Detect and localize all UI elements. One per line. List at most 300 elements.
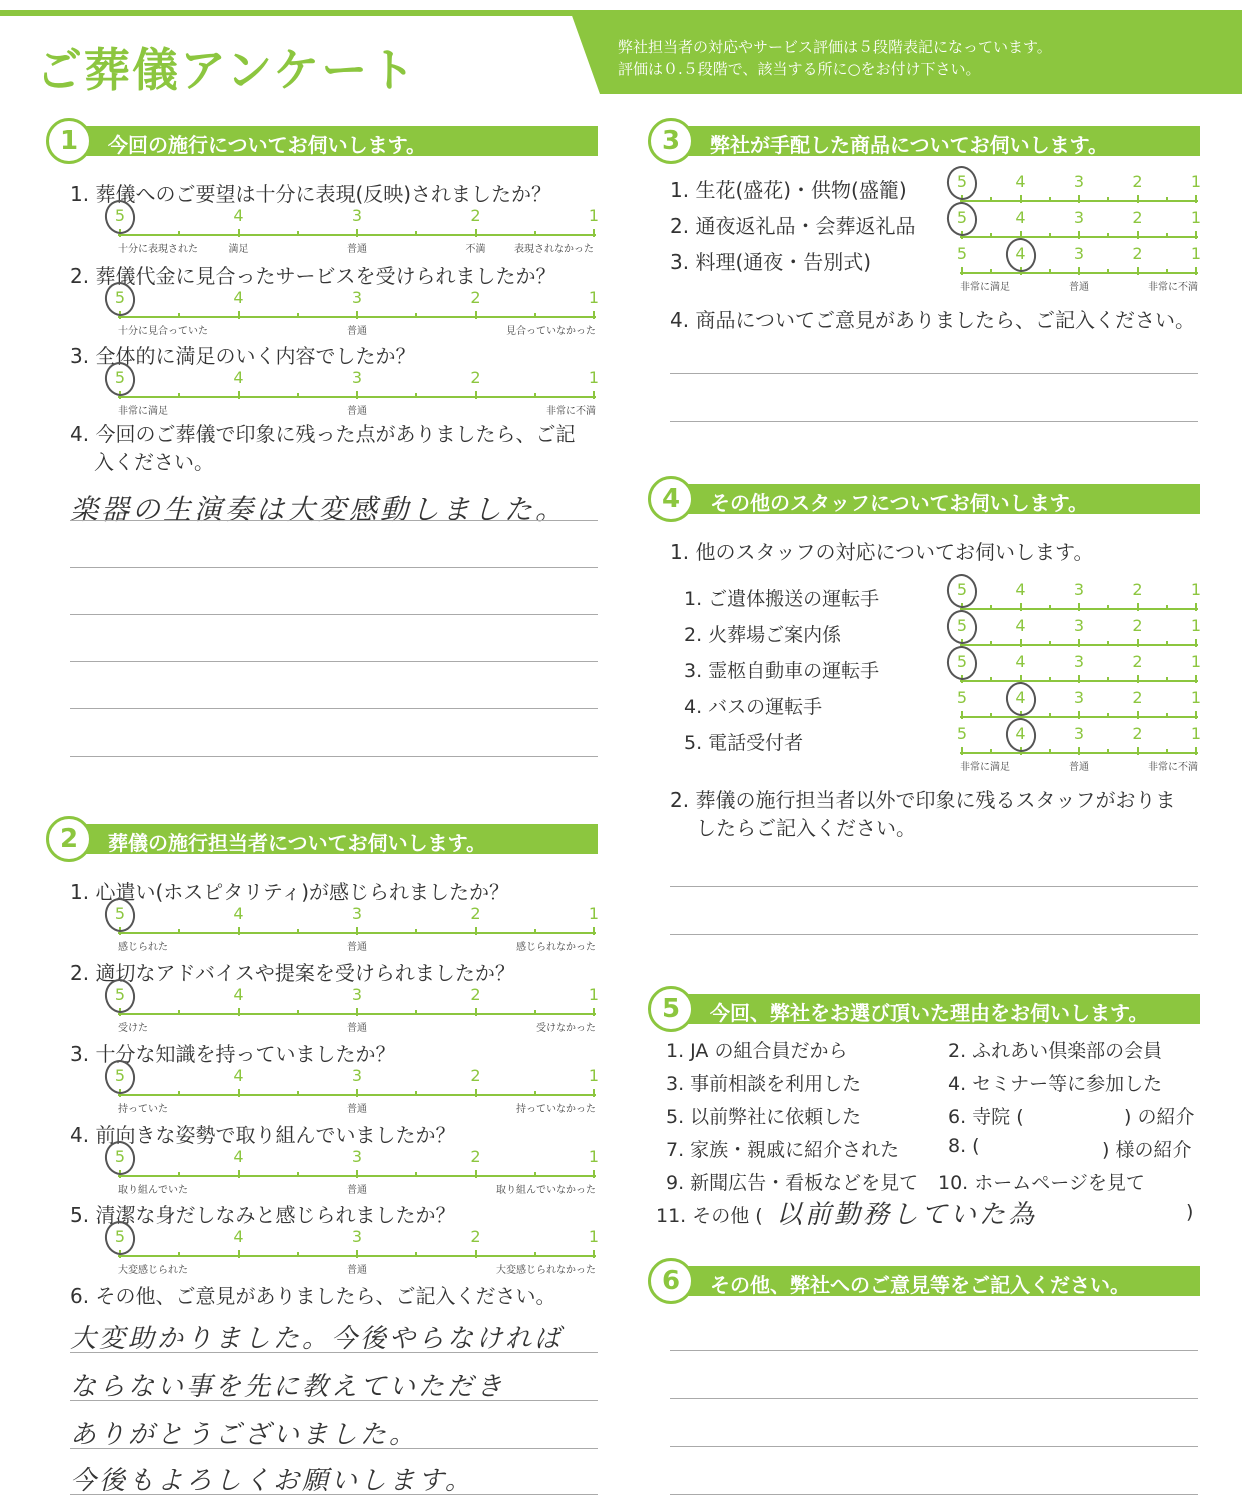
scale-number-2[interactable]: 2 [1132,580,1143,599]
scale-number-2[interactable]: 2 [470,288,481,307]
reason-8-prefix[interactable]: 8. ( [948,1135,980,1157]
scale-anchor-label: 非常に満足 [960,762,1010,773]
scale-half-tick [1049,749,1051,754]
scale-number-4[interactable]: 4 [1015,172,1026,191]
scale-half-tick [534,1252,536,1257]
scale-number-1[interactable]: 1 [588,1227,600,1246]
s1-q3: 3. 全体的に満足のいく内容でしたか？ [70,344,416,368]
reason-8-suffix: ) 様の紹介 [1102,1139,1192,1161]
s1-q4-line2: 入ください。 [94,450,214,474]
scale-tick [1137,267,1139,275]
scale-tick [238,229,240,237]
section-number: 4 [648,476,694,522]
scale-tick [1195,747,1197,755]
scale-half-tick [1166,197,1168,202]
s2-q5-scale[interactable] [114,1227,600,1276]
section-number: 1 [46,118,92,164]
scale-anchor-label: 普通 [347,244,367,255]
scale-half-tick [1049,605,1051,610]
s2-q2: 2. 適切なアドバイスや提案を受けられましたか？ [70,961,515,985]
s3-q4: 4. 商品についてご意見がありましたら、ご記入ください。 [670,308,1196,332]
scale-number-1[interactable]: 1 [588,206,600,225]
reason-10[interactable]: 10. ホームページを見て [938,1172,1145,1194]
scale-anchor-label: 持っていた [118,1104,168,1115]
scale-tick [475,1089,477,1097]
write-line [70,614,598,615]
reason-7[interactable]: 7. 家族・親戚に紹介された [666,1139,900,1161]
section-3-header [648,124,1200,157]
write-line [670,1494,1198,1495]
scale-anchor-label: 普通 [347,326,367,337]
reason-4[interactable]: 4. セミナー等に参加した [948,1073,1163,1095]
reason-9[interactable]: 9. 新聞広告・看板などを見て [666,1172,919,1194]
reason-1[interactable]: 1. JA の組合員だから [666,1040,848,1062]
scale-tick [1195,231,1197,239]
section-title: 今回、弊社をお選び頂いた理由をお伺いします。 [710,1001,1149,1025]
scale-number-1[interactable]: 1 [588,985,600,1004]
scale-number-3[interactable]: 3 [1073,652,1085,671]
scale-half-tick [415,313,417,318]
scale-anchor-label: 非常に不満 [546,406,596,417]
scale-anchor-label: 非常に満足 [118,406,168,417]
scale-half-tick [297,1252,299,1257]
section-number: 2 [46,816,92,862]
scale-number-2[interactable]: 2 [470,1066,481,1085]
scale-number-1[interactable]: 1 [1190,616,1202,635]
scale-number-5[interactable]: 5 [114,1066,126,1085]
write-line [670,886,1198,887]
scale-number-3[interactable]: 3 [1073,244,1085,263]
scale-number-5[interactable]: 5 [956,724,968,743]
scale-tick [1195,195,1197,203]
scale-tick [1137,603,1139,611]
scale-half-tick [297,1010,299,1015]
scale-tick [1195,267,1197,275]
scale-anchor-label: 非常に不満 [1148,282,1198,293]
scale-tick [1137,711,1139,719]
write-line [70,567,598,568]
scale-half-tick [415,1252,417,1257]
scale-anchor-label: 受けなかった [536,1023,596,1034]
section-2-header [46,822,598,855]
scale-number-5[interactable]: 5 [956,616,968,635]
s4-item-5-scale[interactable] [956,724,1202,773]
reason-3[interactable]: 3. 事前相談を利用した [666,1073,862,1095]
s2-q5: 5. 清潔な身だしなみと感じられましたか？ [70,1203,456,1227]
write-line [670,1350,1198,1351]
scale-tick [1078,675,1080,683]
scale-half-tick [1107,605,1109,610]
scale-number-4[interactable]: 4 [233,1147,244,1166]
scale-anchor-label: 満足 [228,244,249,255]
scale-tick [961,711,963,719]
scale-tick [238,1250,240,1258]
scale-half-tick [1049,197,1051,202]
s1-q3-scale[interactable] [114,368,600,417]
s3-item-1: 1. 生花(盛花)・供物(盛籠) [670,178,907,202]
s3-item-2: 2. 通夜返礼品・会葬返礼品 [670,214,916,238]
scale-number-1[interactable]: 1 [588,1147,600,1166]
header-note-line1: 弊社担当者の対応やサービス評価は５段階表記になっています。 [618,38,1052,56]
scale-tick [593,1008,595,1016]
scale-number-3[interactable]: 3 [351,1147,363,1166]
scale-number-3[interactable]: 3 [351,368,363,387]
scale-half-tick [415,929,417,934]
section-number: 3 [648,118,694,164]
scale-tick [1195,711,1197,719]
scale-half-tick [178,313,180,318]
scale-tick [356,927,358,935]
scale-number-5[interactable]: 5 [956,652,968,671]
scale-number-4[interactable]: 4 [1015,580,1026,599]
scale-half-tick [1107,233,1109,238]
write-line [670,1398,1198,1399]
scale-tick [475,229,477,237]
s1-q4-answer[interactable]: 楽器の生演奏は大変感動しました。 [70,493,567,526]
reason-6-suffix: ) の紹介 [1124,1106,1195,1128]
scale-tick [1195,603,1197,611]
write-line [70,520,598,521]
scale-number-3[interactable]: 3 [351,1227,363,1246]
scale-half-tick [990,197,992,202]
scale-number-1[interactable]: 1 [1190,208,1202,227]
scale-tick [475,1008,477,1016]
s2-q4-scale[interactable] [114,1147,600,1196]
scale-anchor-label: 非常に不満 [1148,762,1198,773]
scale-number-4[interactable]: 4 [233,288,244,307]
section-title: 今回の施行についてお伺いします。 [108,133,426,157]
scale-half-tick [297,1172,299,1177]
s4-q2-line2: したらご記入ください。 [696,816,916,840]
scale-tick [356,1089,358,1097]
scale-number-1[interactable]: 1 [1190,652,1202,671]
header-note-line2: 評価は０.５段階で、該当する所に○をお付け下さい。 [618,60,981,78]
scale-number-5[interactable]: 5 [114,985,126,1004]
scale-anchor-label: 普通 [347,406,367,417]
write-line [70,661,598,662]
scale-number-4[interactable]: 4 [1015,688,1026,707]
reason-11-prefix[interactable]: 11. その他 ( [656,1205,763,1227]
s2-q1-scale[interactable] [114,904,600,953]
scale-half-tick [990,269,992,274]
header-rule [0,10,610,16]
scale-tick [1137,675,1139,683]
scale-tick [356,229,358,237]
scale-half-tick [415,393,417,398]
scale-number-4[interactable]: 4 [1015,244,1026,263]
s4-q2-line1: 2. 葬儀の施行担当者以外で印象に残るスタッフがおりま [670,788,1176,812]
scale-half-tick [1049,233,1051,238]
section-6-header [648,1264,1200,1297]
scale-number-3[interactable]: 3 [351,288,363,307]
scale-number-1[interactable]: 1 [1190,580,1202,599]
scale-number-4[interactable]: 4 [1015,616,1026,635]
scale-tick [593,229,595,237]
scale-tick [1020,639,1022,647]
s1-q4 [70,420,610,476]
reason-5[interactable]: 5. 以前弊社に依頼した [666,1106,862,1128]
scale-number-5[interactable]: 5 [114,206,126,225]
scale-half-tick [1166,641,1168,646]
scale-tick [961,747,963,755]
scale-number-5[interactable]: 5 [114,288,126,307]
scale-number-5[interactable]: 5 [114,1227,126,1246]
s2-q6: 6. その他、ご意見がありましたら、ご記入ください。 [70,1284,556,1308]
s2-q6-answer-line3[interactable]: ありがとうございました。 [70,1420,419,1450]
scale-number-1[interactable]: 1 [1190,244,1202,263]
scale-half-tick [297,393,299,398]
scale-tick [238,1170,240,1178]
scale-number-4[interactable]: 4 [1015,724,1026,743]
section-number: 6 [648,1258,694,1304]
scale-half-tick [534,1010,536,1015]
scale-half-tick [1107,269,1109,274]
reason-2[interactable]: 2. ふれあい倶楽部の会員 [948,1040,1163,1062]
scale-tick [475,1170,477,1178]
scale-tick [1137,195,1139,203]
scale-number-4[interactable]: 4 [233,904,244,923]
scale-half-tick [297,929,299,934]
write-line [70,1494,598,1495]
scale-half-tick [178,1252,180,1257]
scale-half-tick [178,1010,180,1015]
write-line [670,1446,1198,1447]
scale-half-tick [415,231,417,236]
s1-q2-scale[interactable] [114,288,600,337]
scale-half-tick [415,1091,417,1096]
scale-half-tick [1049,677,1051,682]
scale-half-tick [534,313,536,318]
reason-6-prefix[interactable]: 6. 寺院 ( [948,1106,1024,1128]
scale-number-2[interactable]: 2 [1132,244,1143,263]
scale-number-3[interactable]: 3 [351,206,363,225]
scale-number-2[interactable]: 2 [470,368,481,387]
s2-q2-scale[interactable] [114,985,600,1034]
s2-q3-scale[interactable] [114,1066,600,1115]
scale-number-2[interactable]: 2 [470,985,481,1004]
section-title: その他、弊社へのご意見等をご記入ください。 [710,1273,1130,1297]
scale-anchor-label: 普通 [347,1185,367,1196]
scale-number-2[interactable]: 2 [470,904,481,923]
scale-number-3[interactable]: 3 [1073,616,1085,635]
scale-number-2[interactable]: 2 [1132,724,1143,743]
scale-tick [356,1250,358,1258]
scale-anchor-label: 十分に見合っていた [118,326,208,337]
scale-number-1[interactable]: 1 [588,288,600,307]
scale-anchor-label: 普通 [347,1023,367,1034]
scale-half-tick [415,1172,417,1177]
scale-tick [593,1089,595,1097]
scale-anchor-label: 非常に満足 [960,282,1010,293]
scale-number-3[interactable]: 3 [1073,724,1085,743]
scale-anchor-label: 取り組んでいなかった [496,1185,596,1196]
section-1-header [46,124,598,157]
scale-tick [238,1008,240,1016]
scale-number-4[interactable]: 4 [233,368,244,387]
s4-item-2: 2. 火葬場ご案内係 [684,624,842,646]
scale-tick [1137,747,1139,755]
scale-half-tick [990,641,992,646]
scale-number-4[interactable]: 4 [233,985,244,1004]
scale-number-1[interactable]: 1 [588,368,600,387]
scale-number-5[interactable]: 5 [956,244,968,263]
scale-anchor-label: 取り組んでいた [118,1185,188,1196]
s4-item-4: 4. バスの運転手 [684,696,823,718]
scale-half-tick [1107,197,1109,202]
scale-half-tick [1166,713,1168,718]
scale-tick [475,1250,477,1258]
scale-tick [1078,195,1080,203]
scale-tick [593,391,595,399]
s2-q1: 1. 心遣い(ホスピタリティ)が感じられましたか？ [70,880,510,904]
scale-number-2[interactable]: 2 [1132,652,1143,671]
scale-number-2[interactable]: 2 [470,206,481,225]
reason-11-answer[interactable]: 以前勤務していた為 [776,1200,1038,1230]
write-line [70,1448,598,1449]
scale-number-3[interactable]: 3 [351,904,363,923]
scale-half-tick [1049,641,1051,646]
scale-anchor-label: 見合っていなかった [506,326,596,337]
scale-number-2[interactable]: 2 [1132,208,1143,227]
scale-tick [593,1250,595,1258]
scale-half-tick [534,393,536,398]
answer-circle-mark [944,164,979,203]
scale-tick [238,927,240,935]
scale-tick [961,267,963,275]
scale-tick [356,311,358,319]
scale-half-tick [1107,641,1109,646]
scale-half-tick [534,231,536,236]
scale-anchor-label: 不満 [465,244,486,255]
scale-half-tick [534,1091,536,1096]
scale-number-2[interactable]: 2 [470,1147,481,1166]
scale-number-2[interactable]: 2 [1132,616,1143,635]
scale-number-1[interactable]: 1 [1190,688,1202,707]
s4-item-1: 1. ご遺体搬送の運転手 [684,588,880,610]
scale-half-tick [178,231,180,236]
scale-half-tick [534,929,536,934]
scale-number-2[interactable]: 2 [470,1227,481,1246]
scale-half-tick [1166,605,1168,610]
scale-tick [356,391,358,399]
scale-anchor-label: 持っていなかった [516,1104,596,1115]
scale-number-4[interactable]: 4 [233,1066,244,1085]
scale-tick [593,1170,595,1178]
scale-number-3[interactable]: 3 [1073,580,1085,599]
scale-number-5[interactable]: 5 [956,580,968,599]
scale-half-tick [990,713,992,718]
scale-half-tick [534,1172,536,1177]
scale-half-tick [990,233,992,238]
scale-number-3[interactable]: 3 [1073,688,1085,707]
scale-half-tick [297,1091,299,1096]
scale-number-3[interactable]: 3 [351,985,363,1004]
scale-number-2[interactable]: 2 [1132,172,1143,191]
s1-q1-scale[interactable] [114,206,600,255]
header-note [618,36,1052,80]
write-line [70,708,598,709]
write-line [670,421,1198,422]
section-title: 弊社が手配した商品についてお伺いします。 [710,133,1108,157]
s1-q2: 2. 葬儀代金に見合ったサービスを受けられましたか？ [70,264,556,288]
scale-tick [356,1170,358,1178]
scale-half-tick [1166,749,1168,754]
scale-number-4[interactable]: 4 [233,1227,244,1246]
scale-half-tick [297,313,299,318]
s1-q1: 1. 葬儀へのご要望は十分に表現(反映)されましたか？ [70,182,552,206]
scale-tick [593,927,595,935]
scale-number-3[interactable]: 3 [351,1066,363,1085]
scale-tick [475,391,477,399]
scale-tick [238,1089,240,1097]
scale-number-1[interactable]: 1 [588,904,600,923]
scale-anchor-label: 普通 [347,942,367,953]
s1-q4-line1: 4. 今回のご葬儀で印象に残った点がありましたら、ご記 [70,422,576,446]
write-line [70,1352,598,1353]
scale-half-tick [1166,233,1168,238]
scale-number-4[interactable]: 4 [1015,208,1026,227]
scale-half-tick [990,605,992,610]
scale-number-1[interactable]: 1 [588,1066,600,1085]
scale-anchor-label: 普通 [347,1104,367,1115]
scale-half-tick [1107,713,1109,718]
scale-number-1[interactable]: 1 [1190,724,1202,743]
scale-number-2[interactable]: 2 [1132,688,1143,707]
scale-anchor-label: 普通 [347,1265,367,1276]
scale-half-tick [297,231,299,236]
s3-item-3: 3. 料理(通夜・告別式) [670,250,872,274]
scale-number-5[interactable]: 5 [956,688,968,707]
scale-number-3[interactable]: 3 [1073,208,1085,227]
write-line [70,756,598,757]
scale-anchor-label: 大変感じられなかった [496,1265,596,1276]
scale-number-5[interactable]: 5 [956,208,968,227]
scale-number-4[interactable]: 4 [233,206,244,225]
s4-item-5: 5. 電話受付者 [684,732,804,754]
s2-q3: 3. 十分な知識を持っていましたか？ [70,1042,396,1066]
s3-item-3-scale[interactable] [956,244,1202,293]
scale-number-5[interactable]: 5 [114,368,126,387]
scale-number-4[interactable]: 4 [1015,652,1026,671]
section-5-header [648,992,1200,1025]
scale-tick [593,311,595,319]
scale-tick [1137,231,1139,239]
scale-half-tick [1049,713,1051,718]
s2-q6-answer-line1[interactable]: 大変助かりました。今後やらなければ [70,1324,564,1354]
section-title: 葬儀の施行担当者についてお伺いします。 [108,831,486,855]
scale-number-5[interactable]: 5 [956,172,968,191]
scale-half-tick [178,929,180,934]
scale-half-tick [1049,269,1051,274]
scale-number-5[interactable]: 5 [114,1147,126,1166]
page-title: ご葬儀アンケート [36,43,418,97]
s4-item-3: 3. 霊柩自動車の運転手 [684,660,880,682]
scale-tick [1195,639,1197,647]
scale-half-tick [1166,677,1168,682]
scale-tick [1195,675,1197,683]
scale-anchor-label: 普通 [1069,282,1089,293]
answer-circle-mark [944,572,979,611]
scale-number-1[interactable]: 1 [1190,172,1202,191]
s2-q6-answer-line4[interactable]: 今後もよろしくお願いします。 [70,1466,474,1496]
scale-number-3[interactable]: 3 [1073,172,1085,191]
scale-anchor-label: 感じられなかった [516,942,596,953]
write-line [70,1400,598,1401]
scale-tick [356,1008,358,1016]
s2-q6-answer-line2[interactable]: ならない事を先に教えていただき [70,1372,506,1402]
scale-number-5[interactable]: 5 [114,904,126,923]
scale-anchor-label: 十分に表現された [118,244,198,255]
